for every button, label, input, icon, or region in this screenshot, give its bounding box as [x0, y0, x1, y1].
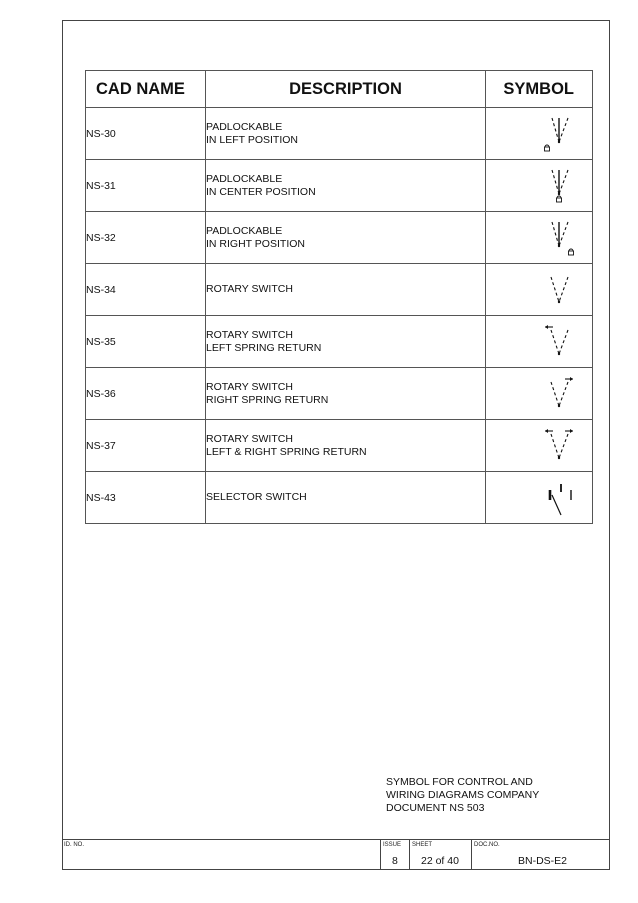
cad-name-cell: NS-31 [86, 160, 206, 212]
description-line: SELECTOR SWITCH [206, 491, 307, 503]
rotary-switch-icon [542, 270, 576, 310]
cad-name-cell: NS-35 [86, 316, 206, 368]
symbol-table [85, 70, 593, 524]
drawing-notes [386, 776, 539, 815]
description-line: ROTARY SWITCH [206, 380, 293, 393]
description-line: IN CENTER POSITION [206, 185, 316, 198]
table-row [86, 420, 593, 472]
selector-switch-icon [542, 478, 576, 518]
cad-name-cell: NS-43 [86, 472, 206, 524]
sheet-value: 22 of 40 [421, 855, 459, 867]
description-cell [206, 264, 486, 316]
cad-name-cell: NS-30 [86, 108, 206, 160]
title-block [62, 839, 610, 870]
symbol-cell [486, 160, 593, 212]
id-number-label: ID. NO. [64, 842, 85, 848]
cad-name-cell: NS-37 [86, 420, 206, 472]
symbol-cell [486, 264, 593, 316]
issue-value: 8 [392, 855, 398, 867]
padlock-left-icon [542, 114, 576, 154]
description-line: IN RIGHT POSITION [206, 237, 305, 250]
rotary-left-return-icon [542, 322, 576, 362]
description-line: PADLOCKABLE [206, 120, 283, 133]
symbol-cell [486, 472, 593, 524]
cad-name-cell: NS-36 [86, 368, 206, 420]
table-row [86, 368, 593, 420]
header-description: DESCRIPTION [206, 71, 486, 108]
rotary-both-return-icon [542, 426, 576, 466]
notes-line: DOCUMENT NS 503 [386, 802, 485, 814]
padlock-right-icon [542, 218, 576, 258]
description-cell [206, 160, 486, 212]
description-cell [206, 212, 486, 264]
symbol-cell [486, 108, 593, 160]
description-cell [206, 368, 486, 420]
description-line: ROTARY SWITCH [206, 328, 293, 341]
doc-number-value: BN-DS-E2 [518, 855, 568, 867]
description-line: RIGHT SPRING RETURN [206, 393, 329, 406]
symbol-cell [486, 316, 593, 368]
table-row [86, 264, 593, 316]
table-row [86, 472, 593, 524]
notes-line: WIRING DIAGRAMS COMPANY [386, 789, 540, 801]
description-line: IN LEFT POSITION [206, 133, 298, 146]
description-line: ROTARY SWITCH [206, 432, 293, 445]
description-cell [206, 108, 486, 160]
header-cad-name: CAD NAME [86, 71, 206, 108]
table-row [86, 160, 593, 212]
cad-name-cell: NS-34 [86, 264, 206, 316]
cad-name-cell: NS-32 [86, 212, 206, 264]
table-row [86, 316, 593, 368]
description-line: LEFT SPRING RETURN [206, 341, 322, 354]
description-cell [206, 472, 486, 524]
issue-label: ISSUE [383, 842, 402, 848]
table-header-row [86, 71, 593, 108]
padlock-center-icon [542, 166, 576, 206]
symbol-cell [486, 368, 593, 420]
table-row [86, 212, 593, 264]
sheet-cell [409, 840, 471, 870]
header-symbol: SYMBOL [486, 71, 593, 108]
symbol-cell [486, 420, 593, 472]
issue-cell [380, 840, 409, 870]
description-cell [206, 316, 486, 368]
description-line: PADLOCKABLE [206, 224, 283, 237]
symbol-cell [486, 212, 593, 264]
sheet-label: SHEET [412, 842, 433, 848]
description-line: ROTARY SWITCH [206, 283, 293, 295]
description-line: LEFT & RIGHT SPRING RETURN [206, 445, 367, 458]
id-number-cell [62, 840, 380, 870]
description-line: PADLOCKABLE [206, 172, 283, 185]
table-row [86, 108, 593, 160]
rotary-right-return-icon [542, 374, 576, 414]
doc-number-cell [471, 840, 610, 870]
notes-line: SYMBOL FOR CONTROL AND [386, 776, 533, 788]
description-cell [206, 420, 486, 472]
doc-number-label: DOC.NO. [474, 842, 500, 848]
